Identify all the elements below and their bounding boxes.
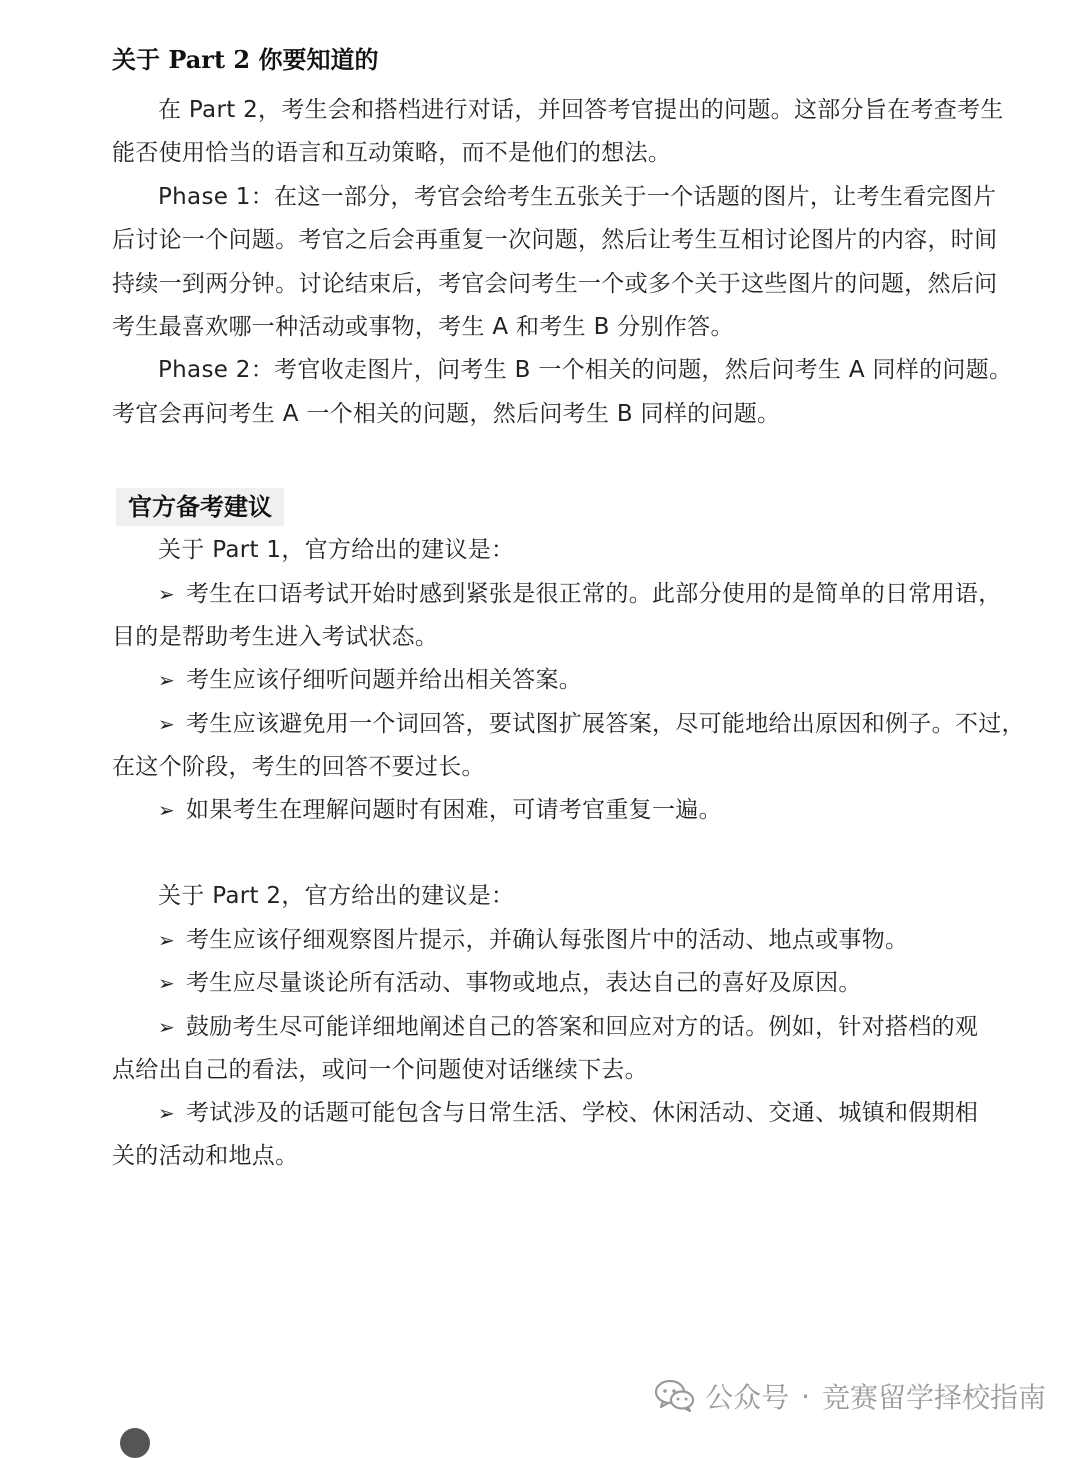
watermark-account: 竞赛留学择校指南 (821, 1381, 1046, 1414)
part2-bullet-3 (158, 1012, 978, 1042)
bullet-text: 如果考生在理解问题时有困难，可请考官重复一遍。 (186, 797, 722, 823)
intro-line-1: 在 Part 2，考生会和搭档进行对话，并回答考官提出的问题。这部分旨在考查考生 (158, 97, 1004, 123)
part2-bullet-4-cont: 关的活动和地点。 (112, 1143, 299, 1169)
part1-bullet-1 (158, 579, 1002, 609)
phase2-line-2: 考官会再问考生 A 一个相关的问题，然后问考生 B 同样的问题。 (112, 401, 781, 427)
bullet-arrow-icon: ➢ (158, 1015, 176, 1039)
part1-bullet-3-cont: 在这个阶段，考生的回答不要过长。 (112, 754, 485, 780)
part1-bullet-3 (158, 709, 1025, 739)
bullet-text: 考生应该避免用一个词回答，要试图扩展答案，尽可能地给出原因和例子。不过， (186, 711, 1025, 737)
bullet-arrow-icon: ➢ (158, 668, 176, 692)
phase1-line-1: Phase 1：在这一部分，考官会给考生五张关于一个话题的图片，让考生看完图片 (158, 184, 997, 210)
bullet-text: 鼓励考生尽可能详细地阐述自己的答案和回应对方的话。例如，针对搭档的观 (186, 1014, 979, 1040)
intro-line-2: 能否使用恰当的语言和互动策略，而不是他们的想法。 (112, 140, 672, 166)
bullet-arrow-icon: ➢ (158, 1101, 176, 1125)
part1-bullet-4 (158, 795, 722, 825)
part2-bullet-1 (158, 925, 908, 955)
bullet-text: 考生应该仔细听问题并给出相关答案。 (186, 667, 583, 693)
bullet-text: 考试涉及的话题可能包含与日常生活、学校、休闲活动、交通、城镇和假期相 (186, 1100, 979, 1126)
bullet-arrow-icon: ➢ (158, 798, 176, 822)
wechat-watermark (655, 1374, 1046, 1418)
advice-heading: 官方备考建议 (116, 488, 284, 526)
bullet-text: 考生在口语考试开始时感到紧张是很正常的。此部分使用的是简单的日常用语， (186, 581, 1002, 607)
part2-bullet-2 (158, 968, 862, 998)
section-heading: 关于 Part 2 你要知道的 (112, 45, 379, 74)
part2-advice-intro: 关于 Part 2，官方给出的建议是： (158, 883, 515, 909)
bullet-text: 考生应该仔细观察图片提示，并确认每张图片中的活动、地点或事物。 (186, 927, 909, 953)
part2-bullet-4 (158, 1098, 978, 1128)
watermark-separator: · (801, 1379, 810, 1413)
bullet-arrow-icon: ➢ (158, 971, 176, 995)
part1-bullet-1-cont: 目的是帮助考生进入考试状态。 (112, 624, 439, 650)
bullet-arrow-icon: ➢ (158, 712, 176, 736)
phase1-line-2: 后讨论一个问题。考官之后会再重复一次问题，然后让考生互相讨论图片的内容，时间 (112, 227, 998, 253)
bullet-arrow-icon: ➢ (158, 582, 176, 606)
page-corner-mark (120, 1428, 150, 1458)
part2-bullet-3-cont: 点给出自己的看法，或问一个问题使对话继续下去。 (112, 1057, 648, 1083)
part1-bullet-2 (158, 665, 582, 695)
watermark-label: 公众号 (705, 1381, 790, 1414)
phase2-line-1: Phase 2：考官收走图片，问考生 B 一个相关的问题，然后问考生 A 同样的问题。 (158, 357, 1013, 383)
wechat-icon (655, 1379, 695, 1413)
phase1-line-4: 考生最喜欢哪一种活动或事物，考生 A 和考生 B 分别作答。 (112, 314, 734, 340)
bullet-arrow-icon: ➢ (158, 928, 176, 952)
bullet-text: 考生应尽量谈论所有活动、事物或地点，表达自己的喜好及原因。 (186, 970, 862, 996)
part1-advice-intro: 关于 Part 1，官方给出的建议是： (158, 537, 515, 563)
phase1-line-3: 持续一到两分钟。讨论结束后，考官会问考生一个或多个关于这些图片的问题，然后问 (112, 271, 998, 297)
